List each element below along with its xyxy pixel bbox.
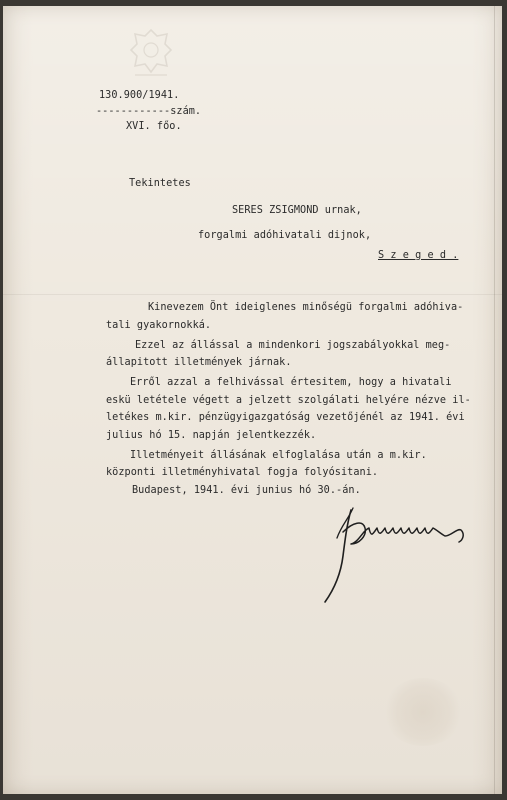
embossed-seal [383, 678, 463, 746]
handwritten-signature [319, 504, 479, 606]
crest-emblem-icon [127, 26, 175, 78]
body-line-9: Illetményeit állásának elfoglalása után a m.kir. [130, 450, 427, 461]
body-line-10: központi illetményhivatal fogja folyósitani. [106, 467, 379, 478]
recipient-title: forgalmi adóhivatali dijnok, [198, 230, 372, 241]
fold-crease-vertical [494, 6, 495, 794]
reference-department: XVI. főo. [126, 121, 182, 132]
recipient-city: S z e g e d . [378, 250, 459, 261]
body-line-7: letékes m.kir. pénzügyigazgatóság vezetőjénél az 1941. évi [106, 412, 465, 423]
body-line-3: Ezzel az állással a mindenkori jogszabályokkal meg- [135, 340, 451, 351]
recipient-name-suffix: urnak, [324, 205, 362, 216]
salutation: Tekintetes [129, 178, 191, 189]
date-line: Budapest, 1941. évi junius hó 30.-án. [132, 485, 361, 496]
body-line-4: állapitott illetmények járnak. [106, 357, 292, 368]
body-line-8: julius hó 15. napján jelentkezzék. [106, 430, 317, 441]
recipient-name: SERES ZSIGMOND [232, 205, 319, 216]
reference-number: 130.900/1941. [99, 90, 180, 101]
reference-szam-line: ------------szám. [96, 106, 202, 117]
document-page [3, 6, 502, 794]
recipient-name-line [232, 205, 362, 216]
body-line-2: tali gyakornokká. [106, 320, 212, 331]
body-line-5: Erről azzal a felhivással értesitem, hogy a hivatali [130, 377, 452, 388]
body-line-1: Kinevezem Önt ideiglenes minőségü forgalmi adóhiva- [148, 302, 464, 313]
fold-crease-horizontal [3, 294, 502, 295]
body-line-6: eskü letétele végett a jelzett szolgálati helyére nézve il- [106, 395, 471, 406]
